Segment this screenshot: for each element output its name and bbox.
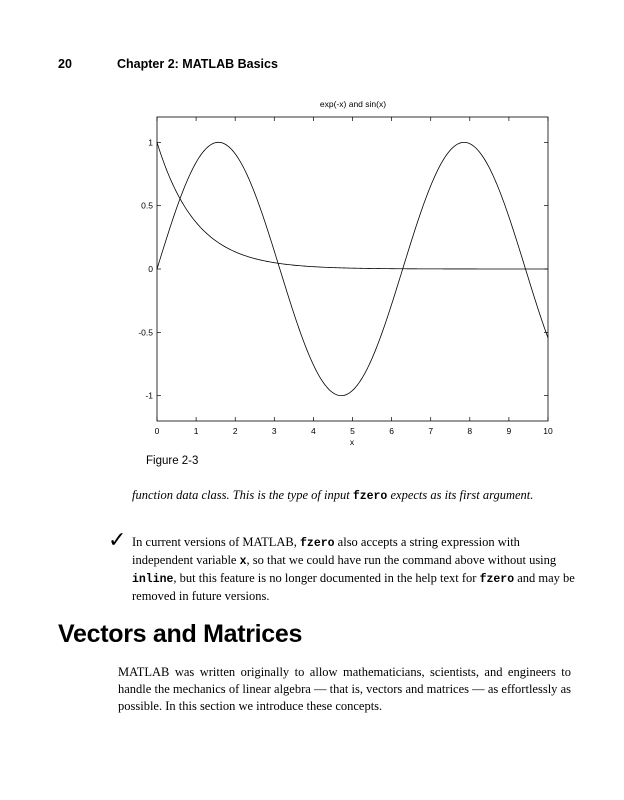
note-paragraph: [132, 487, 572, 505]
note-text-2: expects as its first argument.: [387, 488, 534, 502]
tip-text-2: also accepts a string expression with independent variable: [132, 535, 520, 567]
x-tick-label: 7: [428, 426, 434, 436]
section-title: Vectors and Matrices: [58, 620, 303, 648]
y-tick-label: 0: [148, 264, 153, 274]
y-tick-label: 1: [148, 137, 153, 148]
tip-code-inline: inline: [132, 573, 174, 586]
x-tick-label: 2: [232, 426, 238, 436]
y-tick-label: -0.5: [138, 327, 153, 338]
x-tick-label: 0: [154, 426, 160, 436]
x-tick-label: 4: [311, 426, 316, 436]
note-text-1: function data class. This is the type of input: [132, 488, 353, 502]
tip-code-x: x: [239, 555, 247, 568]
tip-text-5: and may be removed in future versions.: [132, 571, 575, 603]
x-tick-label: 5: [350, 426, 355, 436]
tip-code-fzero-2: fzero: [479, 573, 515, 586]
x-axis-label: x: [349, 437, 355, 447]
plot-series: [157, 142, 548, 395]
section-paragraph: MATLAB was written originally to allow mathematicians, scientists, and engineers to handle the mechanics of linear algebra — that is, vectors and matrices — as effortlessly as possible. In this section we introduce these concepts.: [118, 665, 571, 713]
x-tick-label: 1: [193, 426, 199, 436]
page-header: [58, 57, 584, 73]
y-tick-label: -1: [145, 390, 153, 401]
x-tick-label: 8: [467, 426, 473, 436]
figure-caption: Figure 2-3: [146, 455, 199, 467]
checkmark-icon: ✓: [108, 528, 127, 553]
x-axis-ticks: [155, 117, 553, 436]
y-tick-label: 0.5: [141, 200, 153, 211]
tip-text-3: , so that we could have run the command above without using: [246, 553, 557, 567]
chapter-title: Chapter 2: MATLAB Basics: [117, 57, 278, 71]
x-tick-label: 10: [543, 426, 553, 436]
tip-paragraph: [132, 534, 577, 605]
plot-title: exp(-x) and sin(x): [319, 99, 387, 109]
note-code-fzero: fzero: [352, 490, 388, 503]
tip-text-4: , but this feature is no longer documented in the help text for: [173, 571, 480, 585]
tip-code-fzero: fzero: [300, 537, 335, 550]
page-number: 20: [58, 57, 72, 71]
tip-text-1: In current versions of MATLAB,: [132, 535, 301, 549]
figure-plot: [140, 94, 570, 454]
x-tick-label: 3: [271, 426, 277, 436]
x-tick-label: 6: [389, 426, 394, 436]
x-tick-label: 9: [506, 426, 512, 436]
series-line-exp-x: [157, 142, 548, 269]
